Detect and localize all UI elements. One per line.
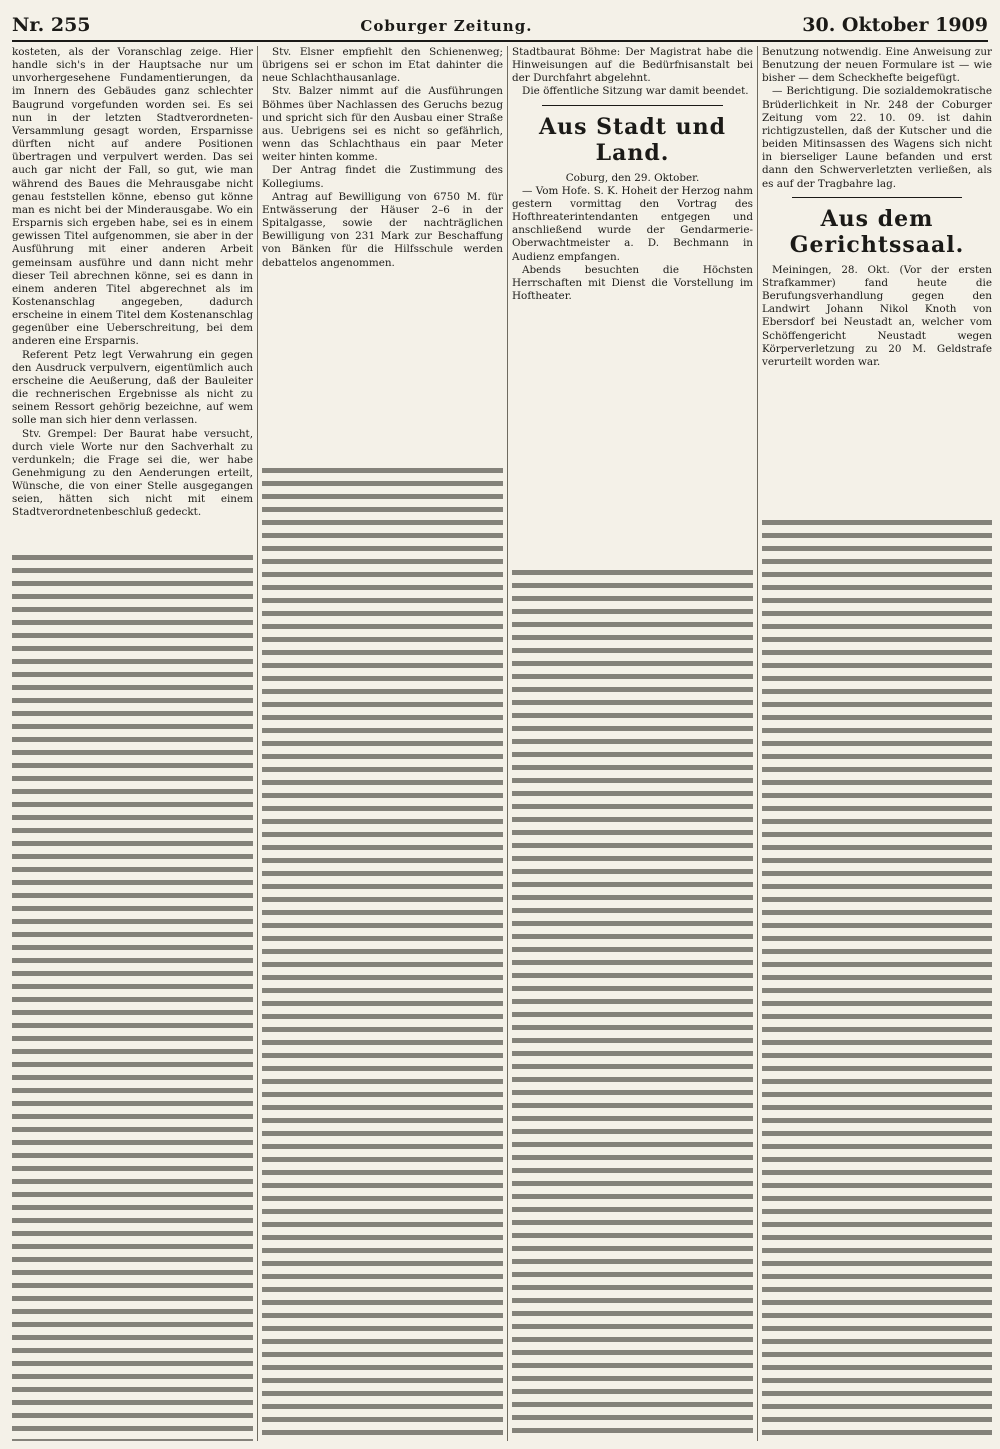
article-paragraph: Der Antrag findet die Zustimmung des Kollegiums. xyxy=(262,164,503,190)
article-paragraph: Stadtbaurat Böhme: Der Magistrat habe die Hinweisungen auf die Bedürfnisanstalt bei der Durchfahrt abgelehnt. xyxy=(512,46,753,85)
column-text-continuation xyxy=(262,464,503,1441)
article-paragraph: — Vom Hofe. S. K. Hoheit der Herzog nahm gestern vormittag den Vortrag des Hofthreaterintendanten entgegen und anschließend wurde der Gendarmerie-Oberwachtmeister a. D. Bechmann in Audienz empfangen. xyxy=(512,184,753,263)
column-1 xyxy=(12,46,258,1441)
text-columns xyxy=(12,46,992,1441)
column-text-continuation xyxy=(512,566,753,1441)
article-paragraph: Benutzung notwendig. Eine Anweisung zur Benutzung der neuen Formulare ist — wie bisher — dem Scheckhefte beigefügt. xyxy=(762,46,992,85)
paper-title: Coburger Zeitung. xyxy=(360,17,533,35)
article-paragraph: Abends besuchten die Höchsten Herrschaften mit Dienst die Vorstellung im Hoftheater. xyxy=(512,263,753,303)
section-heading: Aus dem Gerichtssaal. xyxy=(789,205,965,258)
issue-number: Nr. 255 xyxy=(12,14,91,36)
article-paragraph: Stv. Grempel: Der Baurat habe versucht, durch viele Worte nur den Sachverhalt zu verdunkeln; die Frage sei die, wer habe Genehmigung zu den Aenderungen erteilt, Wünsche, die von einer Stelle ausgegangen seien, hätten sich nicht mit einem Stadtverordnetenbeschluß gedeckt. xyxy=(12,427,253,519)
column-text-continuation xyxy=(12,551,253,1441)
article-paragraph: kosteten, als der Voranschlag zeige. Hier handle sich's in der Hauptsache nur um unvorhergesehene Fundamentierungen, da im Innern des Gebäudes ganz schlechter Baugrund vorgefunden worden sei. Es sei nun in der letzten Stadtverordneten-Versammlung gesagt worden, Ersparnisse dürften nicht auf andere Positionen übertragen und verpulvert werden. Das sei auch gar nicht der Fall, so gut, wie man während des Baues die Mehrausgabe nicht genau feststellen könne, ebenso gut könne man es nicht bei der Minderausgabe. Wo ein Ersparnis sich ergeben habe, sei es in einem gewissen Titel aufgenommen, sie aber in der Ausführung mit einer anderen Arbeit gemeinsam ausführe und dann nicht mehr dieser Teil abrechnen könne, sei es dann in einem anderen Titel abgerechnet als im Kostenanschlag angegeben, dadurch erscheine in einem Titel dem Kostenanschlag gegenüber eine Ueberschreitung, bei dem anderen eine Ersparnis. xyxy=(12,46,253,348)
article-paragraph: Meiningen, 28. Okt. (Vor der ersten Strafkammer) fand heute die Berufungsverhandlung gegen den Landwirt Johann Nikol Knoth von Ebersdorf bei Neustadt an, welcher vom Schöffengericht Neustadt wegen Körperverletzung zu 20 M. Geldstrafe verurteilt worden war. xyxy=(762,263,992,368)
column-text-continuation xyxy=(762,516,992,1441)
masthead xyxy=(12,14,988,42)
article-paragraph: Die öffentliche Sitzung war damit beendet. xyxy=(522,85,749,98)
column-4 xyxy=(762,46,996,1441)
column-3 xyxy=(512,46,758,1441)
article-paragraph: — Berichtigung. Die sozialdemokratische Brüderlichkeit in Nr. 248 der Coburger Zeitung vom 22. 10. 09. ist dahin richtigzustellen, daß der Kutscher und die beiden Mitinsassen des Wagens sich nicht in bierseliger Laune befanden und erst dann den Schwerverletzten verließen, als es auf der Tragbahre lag. xyxy=(762,85,992,190)
article-paragraph: Stv. Elsner empfiehlt den Schienenweg; übrigens sei er schon im Etat dahinter die neue Schlachthausanlage. xyxy=(262,46,503,85)
column-2 xyxy=(262,46,508,1441)
section-divider xyxy=(542,105,723,106)
issue-date: 30. Oktober 1909 xyxy=(802,14,988,36)
article-paragraph: Antrag auf Bewilligung von 6750 M. für Entwässerung der Häuser 2–6 in der Spitalgasse, sowie der nachträglichen Bewilligung von 231 Mark zur Beschaffung von Bänken für die Hilfsschule werden debattelos angenommen. xyxy=(262,190,503,269)
section-divider xyxy=(792,197,962,198)
article-paragraph: Stv. Balzer nimmt auf die Ausführungen Böhmes über Nachlassen des Geruchs bezug und spricht sich für den Ausbau einer Straße aus. Uebrigens sei es nicht so gefährlich, wenn das Schlachthaus ein paar Meter weiter hinten komme. xyxy=(262,85,503,164)
article-paragraph: Referent Petz legt Verwahrung ein gegen den Ausdruck verpulvern, eigentümlich auch erscheine die Aeußerung, daß der Bauleiter die rechnerischen Ergebnisse als nicht zu seinem Ressort gehörig bezeichne, auf wem solle man sich hier denn verlassen. xyxy=(12,348,253,427)
section-heading: Aus Stadt und Land. xyxy=(539,113,726,166)
dateline: Coburg, den 29. Oktober. xyxy=(565,171,700,184)
